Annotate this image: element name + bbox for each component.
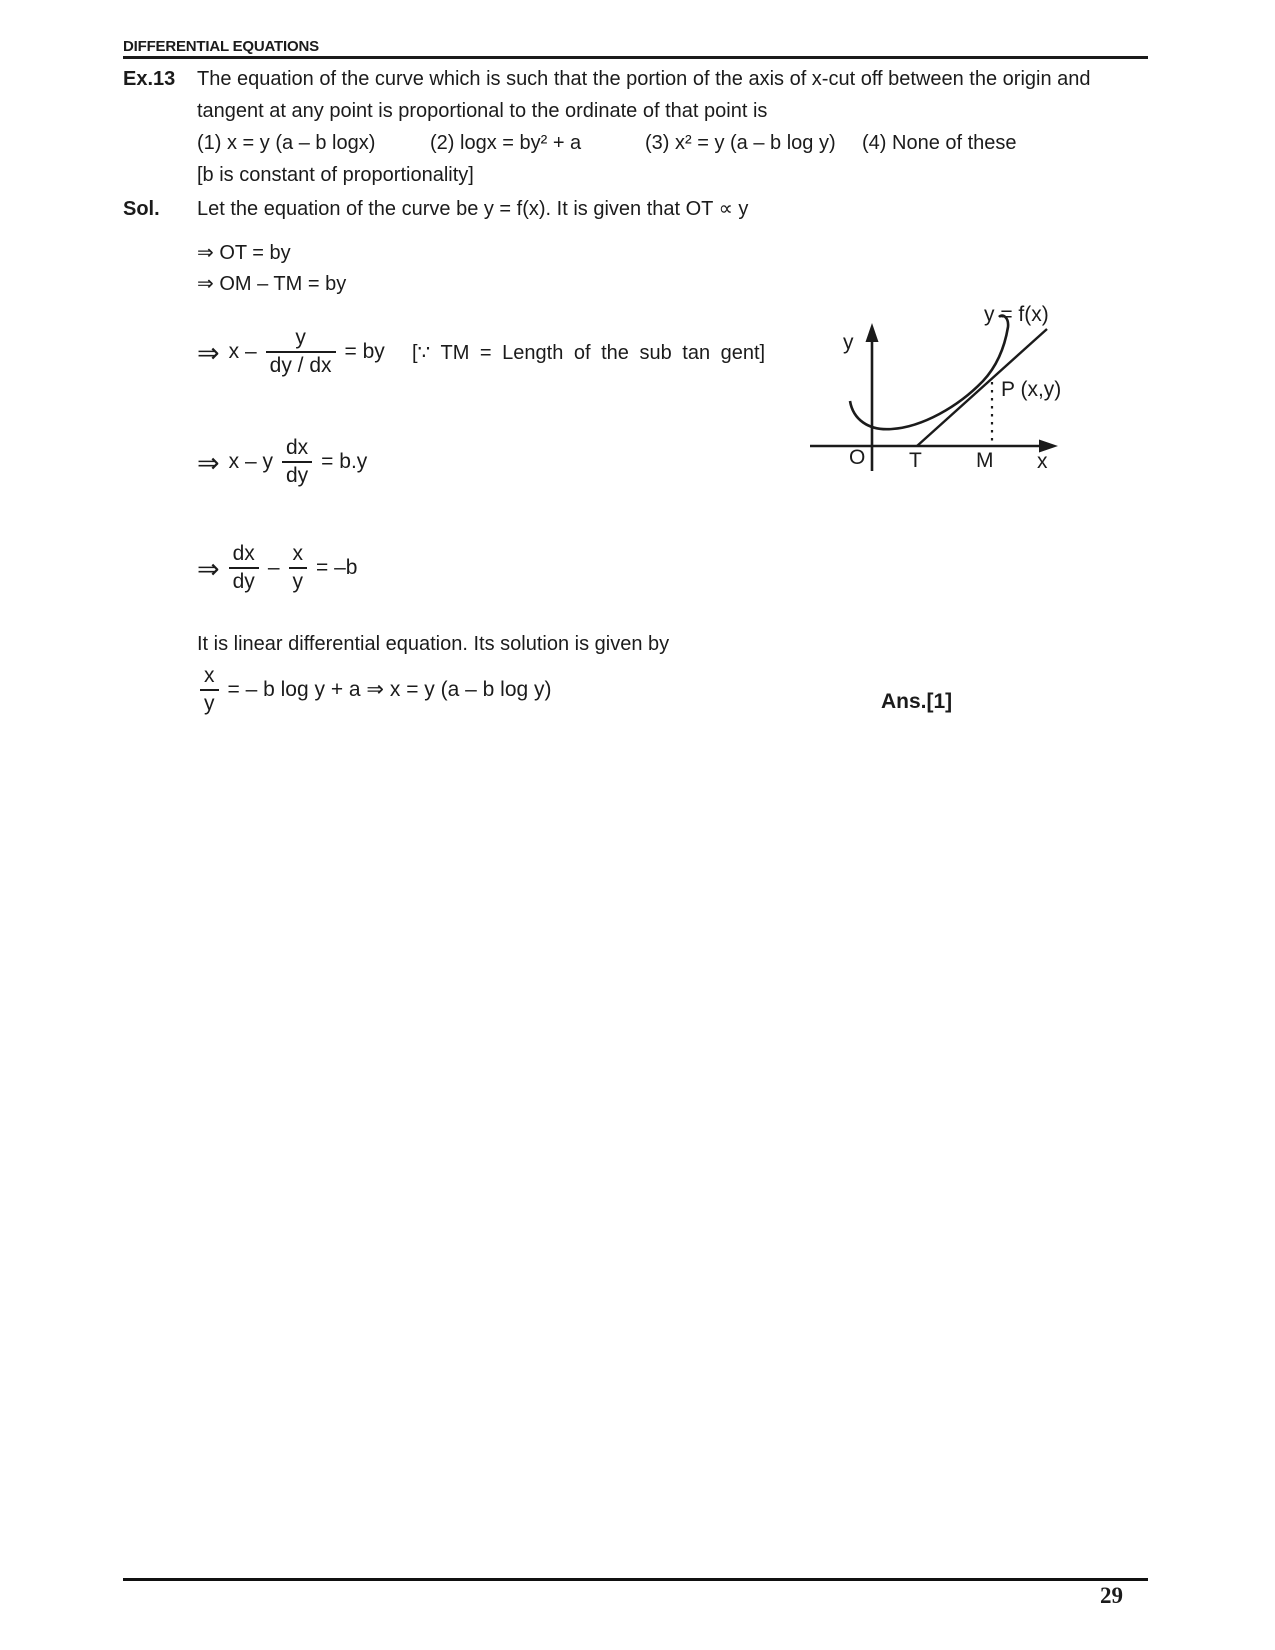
eq2-numerator: dx [285, 436, 309, 459]
point-m-label: M [976, 449, 994, 472]
eq3-minus: – [267, 556, 280, 579]
eq1-post: = by [344, 340, 385, 363]
eq1-pre: x – [228, 340, 257, 363]
final-denominator: y [200, 689, 219, 716]
eq1-denominator: dy / dx [266, 351, 336, 378]
subtangent-diagram [793, 283, 1083, 488]
eq1-numerator: y [295, 326, 306, 349]
equation-subtangent [197, 319, 385, 385]
solution-linear-statement: It is linear differential equation. Its solution is given by [197, 633, 670, 655]
answer-option-4: (4) None of these [862, 132, 1017, 154]
page-number: 29 [1100, 1583, 1123, 1608]
eq3-fraction-1 [229, 542, 259, 594]
eq1-fraction [266, 326, 336, 378]
implies-icon: ⇒ [197, 447, 220, 478]
problem-text-line1: The equation of the curve which is such that the portion of the axis of x-cut off between the origin and [197, 68, 1091, 90]
problem-text-line2: tangent at any point is proportional to the ordinate of that point is [197, 100, 768, 122]
eq3-frac2-denominator: y [289, 567, 308, 594]
x-axis-label: x [1037, 450, 1048, 473]
final-rest: = – b log y + a ⇒ x = y (a – b log y) [227, 678, 552, 701]
eq3-frac2-numerator: x [292, 542, 303, 565]
eq2-denominator: dy [282, 461, 312, 488]
header-rule [123, 56, 1148, 59]
equation-linear-form [197, 535, 357, 601]
solution-label: Sol. [123, 198, 160, 220]
solution-intro: Let the equation of the curve be y = f(x). It is given that OT ∝ y [197, 198, 749, 220]
answer-option-3: (3) x² = y (a – b log y) [645, 132, 836, 154]
point-t-label: T [909, 449, 922, 472]
implies-icon: ⇒ [197, 553, 220, 584]
page-header-title: DIFFERENTIAL EQUATIONS [123, 38, 319, 55]
equation-final-solution [200, 657, 552, 723]
equation-rearranged [197, 429, 367, 495]
final-fraction [200, 664, 219, 716]
eq3-fraction-2 [289, 542, 308, 594]
eq3-frac1-denominator: dy [229, 567, 259, 594]
answer-badge: Ans.[1] [881, 690, 953, 713]
eq2-pre: x – y [228, 450, 273, 473]
implies-icon: ⇒ [197, 337, 220, 368]
origin-label: O [849, 446, 866, 469]
final-numerator: x [204, 664, 215, 687]
y-axis-arrow-icon [866, 323, 879, 342]
eq2-post: = b.y [321, 450, 368, 473]
point-p-label: P (x,y) [1001, 378, 1062, 401]
answer-option-1: (1) x = y (a – b logx) [197, 132, 376, 154]
footer-rule [123, 1578, 1148, 1581]
solution-step-ot: ⇒ OT = by [197, 242, 291, 264]
eq2-fraction [282, 436, 312, 488]
curve-label: y = f(x) [984, 303, 1049, 326]
problem-number: Ex.13 [123, 68, 176, 90]
eq3-post: = –b [316, 556, 358, 579]
problem-note: [b is constant of proportionality] [197, 164, 474, 186]
answer-option-2: (2) logx = by² + a [430, 132, 582, 154]
eq3-frac1-numerator: dx [232, 542, 255, 565]
y-axis-label: y [843, 331, 854, 354]
subtangent-note: [∵ TM = Length of the sub tan gent] [412, 342, 766, 364]
solution-step-om: ⇒ OM – TM = by [197, 273, 347, 295]
